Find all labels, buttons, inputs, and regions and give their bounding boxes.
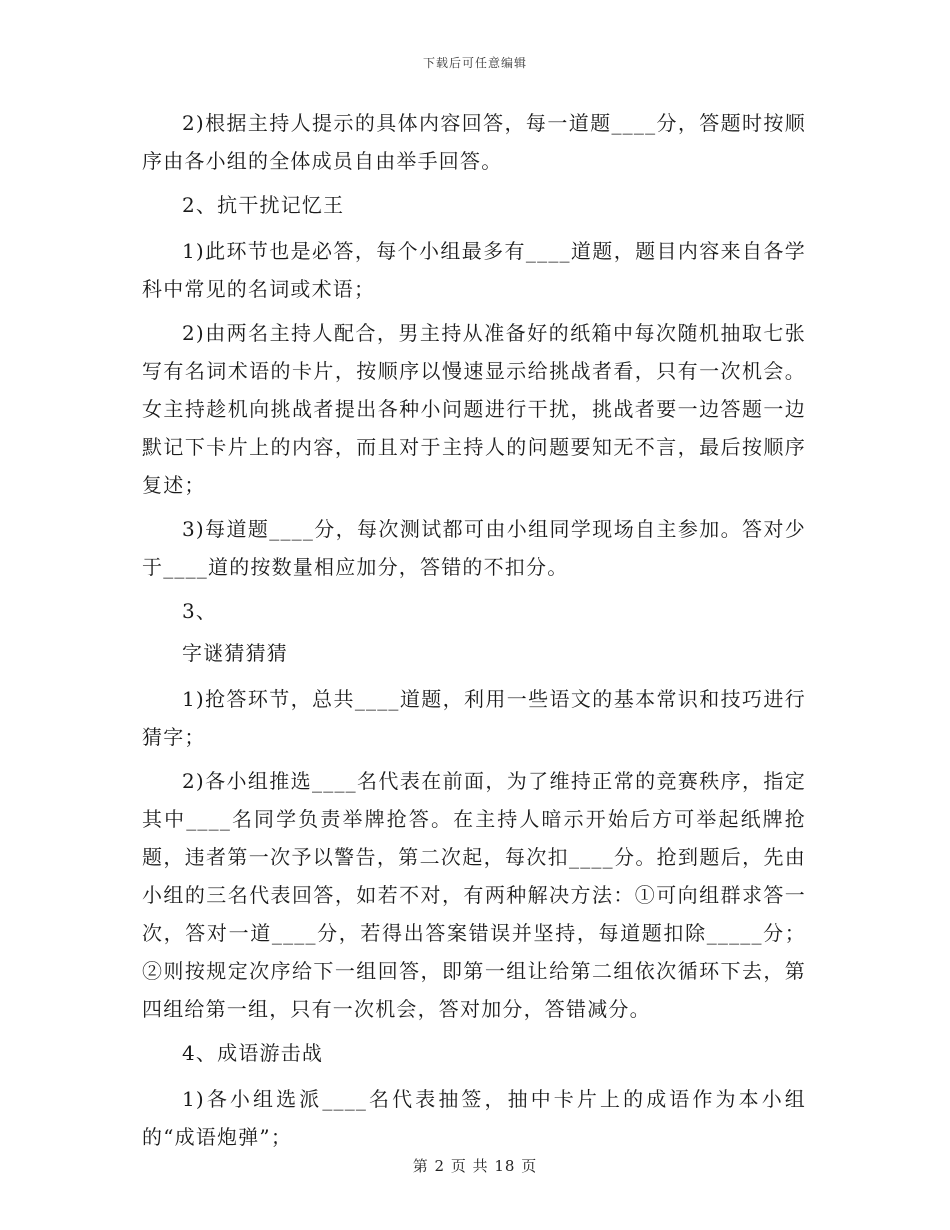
page-header: 下载后可任意编辑 — [422, 56, 527, 70]
document-body — [142, 104, 806, 1162]
paragraph-idiom-rule-1: 1)各小组选派____名代表抽签，抽中卡片上的成语作为本小组的“成语炮弹”； — [142, 1087, 806, 1149]
paragraph-memory-rule-2: 2)由两名主持人配合，男主持从准备好的纸箱中每次随机抽取七张写有名词术语的卡片，按顺序以慢速显示给挑战者看，只有一次机会。女主持趁机向挑战者提出各种小问题进行干扰，挑战者要一边答题一边默记下卡片上的内容，而且对于主持人的问题要知无不言，最后按顺序复述； — [142, 321, 806, 497]
paragraph-rule-answer: 2)根据主持人提示的具体内容回答，每一道题____分，答题时按顺序由各小组的全体成员自由举手回答。 — [142, 111, 806, 173]
paragraph-memory-rule-1: 1)此环节也是必答，每个小组最多有____道题，题目内容来自各学科中常见的名词或术语； — [142, 239, 806, 301]
page-footer: 第 2 页 共 18 页 — [412, 1157, 538, 1175]
section-heading-memory-king: 2、抗干扰记忆王 — [182, 193, 345, 217]
section-heading-riddle: 字谜猜猜猜 — [182, 641, 288, 665]
paragraph-riddle-rule-2: 2)各小组推选____名代表在前面，为了维持正常的竞赛秩序，指定其中____名同学负责举牌抢答。在主持人暗示开始后方可举起纸牌抢题，违者第一次予以警告，第二次起，每次扣____分。抢到题后，先由小组的三名代表回答，如若不对，有两种解决方法：①可向组群求答一次，答对一道____分，若得出答案错误并坚持，每道题扣除_____分；②则按规定次序给下一组回答，即第一组让给第二组依次循环下去，第四组给第一组，只有一次机会，答对加分，答错减分。 — [142, 769, 806, 1021]
section-heading-idiom-battle: 4、成语游击战 — [182, 1041, 324, 1065]
paragraph-memory-rule-3: 3)每道题____分，每次测试都可由小组同学现场自主参加。答对少于____道的按数量相应加分，答错的不扣分。 — [142, 517, 806, 579]
section-number-3: 3、 — [182, 599, 218, 623]
paragraph-riddle-rule-1: 1)抢答环节，总共____道题，利用一些语文的基本常识和技巧进行猜字； — [142, 687, 806, 749]
